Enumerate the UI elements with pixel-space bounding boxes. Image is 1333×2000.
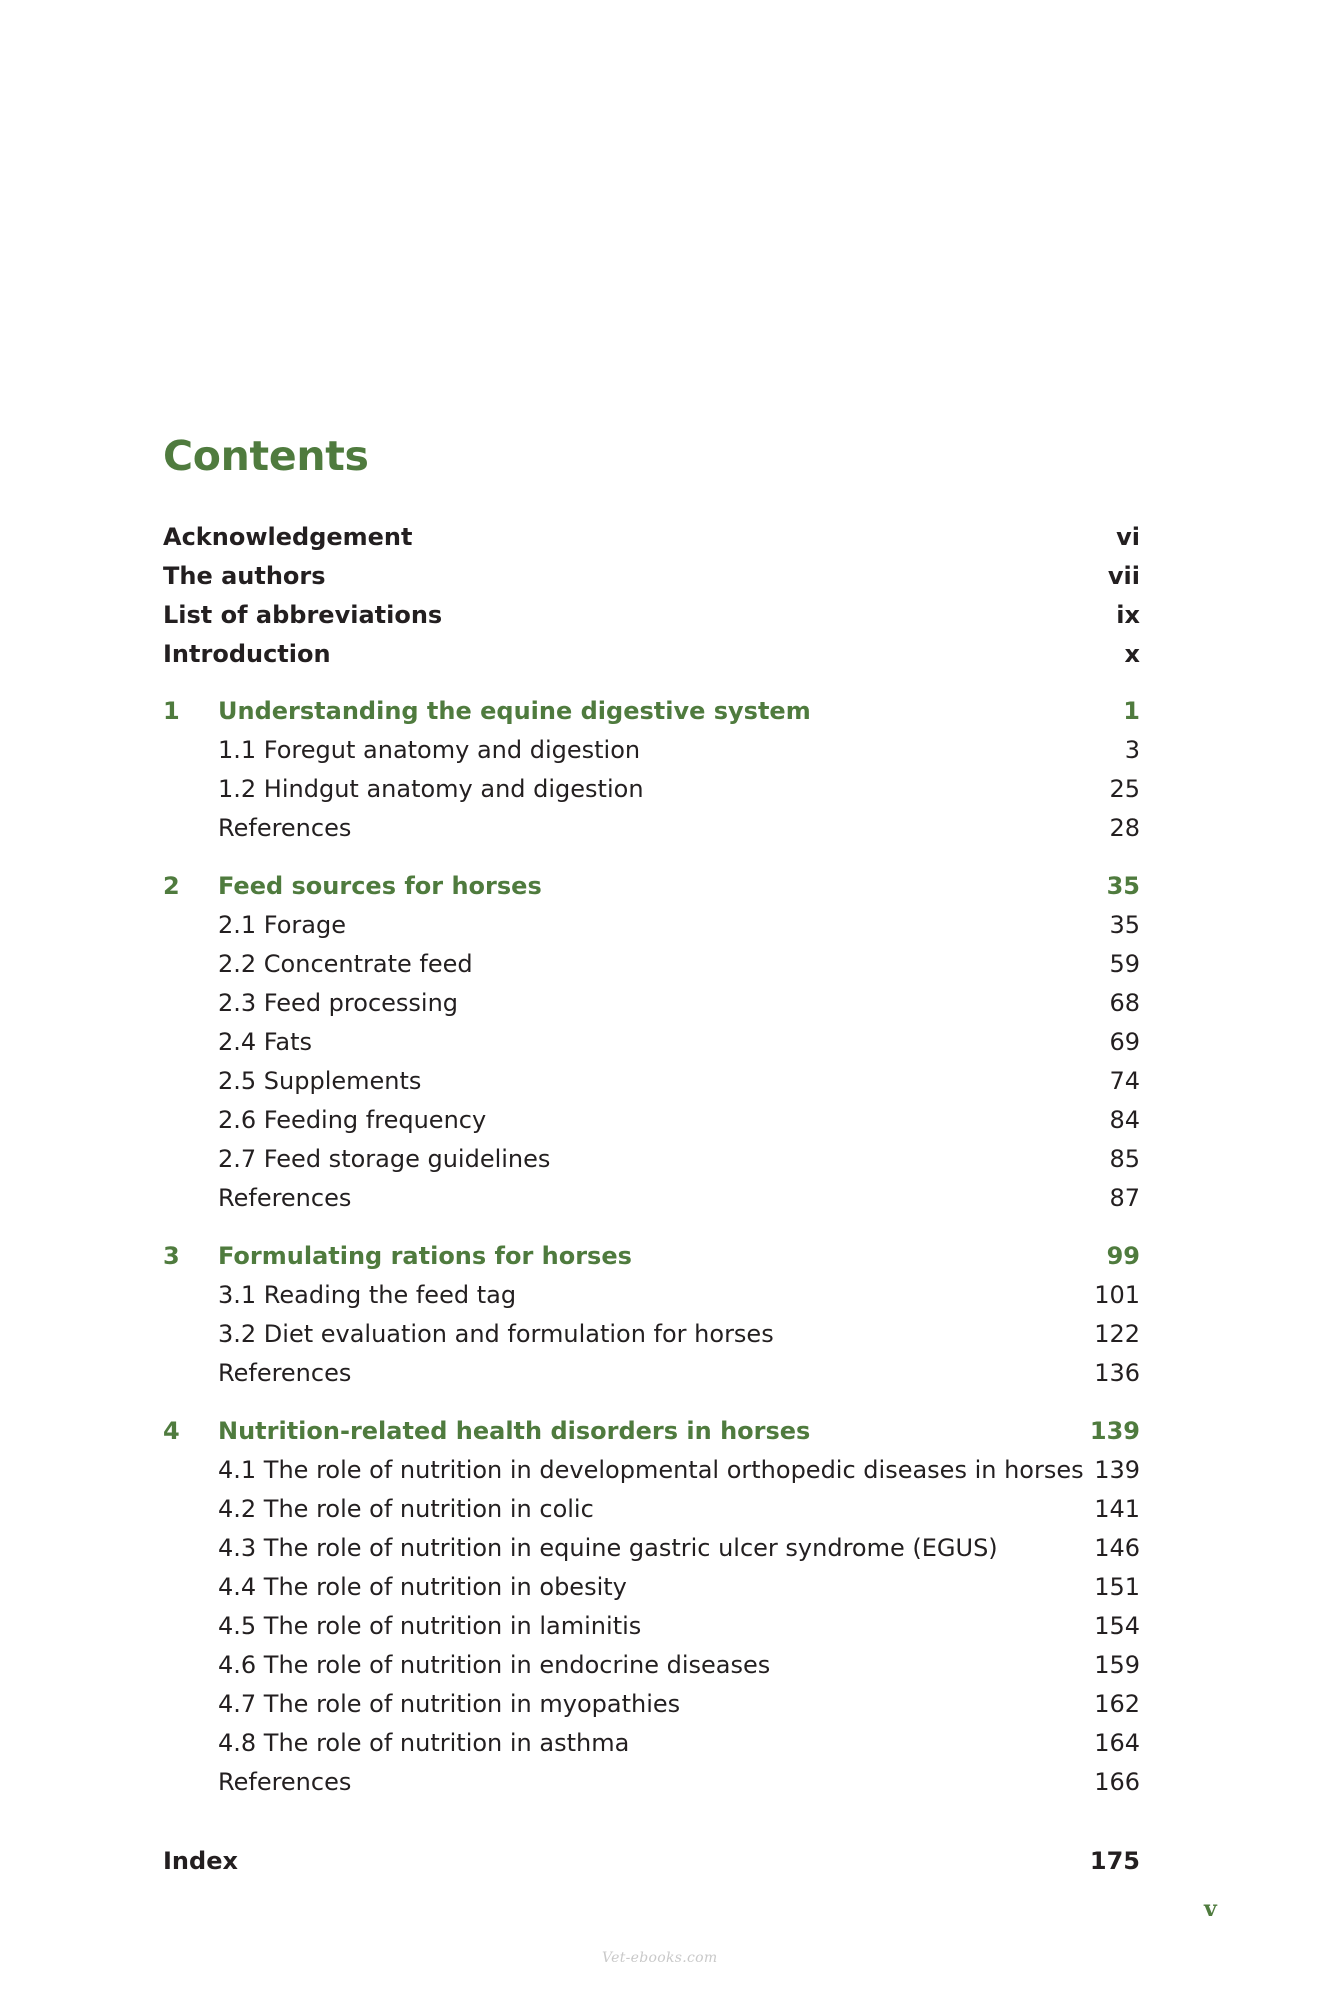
toc-section-page: 166 [1094, 1768, 1140, 1796]
toc-section-page: 136 [1094, 1359, 1140, 1387]
toc-section[interactable] [163, 1608, 1140, 1644]
toc-section-label: 4.7 The role of nutrition in myopathies [218, 1690, 681, 1718]
toc-section-page: 28 [1109, 814, 1140, 842]
toc-section-page: 69 [1109, 1028, 1140, 1056]
toc-entry-label: Index [163, 1847, 238, 1875]
toc-section-page: 154 [1094, 1612, 1140, 1640]
chapter-title: Nutrition-related health disorders in horses [218, 1417, 811, 1445]
toc-chapter-4[interactable] [163, 1413, 1140, 1449]
toc-section-references[interactable] [163, 1355, 1140, 1391]
toc-section[interactable] [163, 1141, 1140, 1177]
toc-entry-introduction[interactable] [163, 636, 1140, 672]
toc-section[interactable] [163, 1530, 1140, 1566]
toc-entry-label: Introduction [163, 640, 331, 668]
toc-section-page: 85 [1109, 1145, 1140, 1173]
toc-section-label: 4.3 The role of nutrition in equine gastric ulcer syndrome (EGUS) [218, 1534, 998, 1562]
toc-entry-page: x [1124, 640, 1140, 668]
toc-section[interactable] [163, 907, 1140, 943]
chapter-page: 139 [1089, 1417, 1140, 1445]
toc-section-label: References [218, 1359, 352, 1387]
toc-section-page: 25 [1109, 775, 1140, 803]
toc-section[interactable] [163, 771, 1140, 807]
toc-section-label: 3.1 Reading the feed tag [218, 1281, 517, 1309]
toc-section-page: 122 [1094, 1320, 1140, 1348]
chapter-number: 1 [163, 697, 180, 725]
chapter-page: 99 [1106, 1242, 1140, 1270]
toc-section[interactable] [163, 1647, 1140, 1683]
toc-section[interactable] [163, 1024, 1140, 1060]
toc-chapter-3[interactable] [163, 1238, 1140, 1274]
toc-section-label: 3.2 Diet evaluation and formulation for horses [218, 1320, 774, 1348]
toc-section-label: 1.1 Foregut anatomy and digestion [218, 736, 641, 764]
toc-section-page: 139 [1094, 1456, 1140, 1484]
toc-entry-list-of-abbreviations[interactable] [163, 597, 1140, 633]
toc-section[interactable] [163, 946, 1140, 982]
toc-section[interactable] [163, 1569, 1140, 1605]
toc-entry-page: vi [1116, 523, 1140, 551]
toc-section-label: 2.4 Fats [218, 1028, 313, 1056]
toc-section-label: 4.5 The role of nutrition in laminitis [218, 1612, 642, 1640]
chapter-title: Feed sources for horses [218, 872, 542, 900]
toc-section[interactable] [163, 1316, 1140, 1352]
toc-section-page: 101 [1094, 1281, 1140, 1309]
toc-section-label: 2.5 Supplements [218, 1067, 422, 1095]
chapter-page: 1 [1123, 697, 1140, 725]
toc-section-page: 68 [1109, 989, 1140, 1017]
toc-section-label: References [218, 814, 352, 842]
toc-section-label: 2.6 Feeding frequency [218, 1106, 487, 1134]
toc-entry-label: List of abbreviations [163, 601, 443, 629]
toc-section-label: References [218, 1184, 352, 1212]
toc-section-label: 2.3 Feed processing [218, 989, 459, 1017]
toc-section[interactable] [163, 1725, 1140, 1761]
toc-entry-the-authors[interactable] [163, 558, 1140, 594]
chapter-number: 3 [163, 1242, 180, 1270]
toc-section-label: 1.2 Hindgut anatomy and digestion [218, 775, 644, 803]
toc-entry-page: ix [1116, 601, 1140, 629]
toc-entry-label: Acknowledgement [163, 523, 413, 551]
toc-entry-page: 175 [1089, 1847, 1140, 1875]
toc-section-label: 4.1 The role of nutrition in developmental orthopedic diseases in horses [218, 1456, 1084, 1484]
toc-section[interactable] [163, 1102, 1140, 1138]
toc-entry-acknowledgement[interactable] [163, 519, 1140, 555]
toc-entry-page: vii [1107, 562, 1140, 590]
toc-chapter-1[interactable] [163, 693, 1140, 729]
toc-entry-label: The authors [163, 562, 326, 590]
toc-section-label: 2.2 Concentrate feed [218, 950, 473, 978]
toc-section-page: 35 [1109, 911, 1140, 939]
chapter-title: Formulating rations for horses [218, 1242, 632, 1270]
toc-section-references[interactable] [163, 1764, 1140, 1800]
toc-section[interactable] [163, 1686, 1140, 1722]
toc-section-page: 87 [1109, 1184, 1140, 1212]
watermark-logo: Vet-ebooks.com [602, 1950, 718, 1966]
page-number: v [1204, 1896, 1217, 1922]
toc-section-page: 59 [1109, 950, 1140, 978]
toc-section-label: 4.6 The role of nutrition in endocrine diseases [218, 1651, 771, 1679]
toc-section-page: 151 [1094, 1573, 1140, 1601]
toc-section-label: 2.1 Forage [218, 911, 347, 939]
toc-section-page: 164 [1094, 1729, 1140, 1757]
toc-section[interactable] [163, 1063, 1140, 1099]
toc-section-label: 4.8 The role of nutrition in asthma [218, 1729, 630, 1757]
page-title: Contents [163, 432, 369, 480]
toc-section-page: 146 [1094, 1534, 1140, 1562]
chapter-number: 2 [163, 872, 180, 900]
chapter-title: Understanding the equine digestive system [218, 697, 811, 725]
toc-section[interactable] [163, 732, 1140, 768]
toc-section-page: 162 [1094, 1690, 1140, 1718]
toc-section-label: 2.7 Feed storage guidelines [218, 1145, 551, 1173]
chapter-number: 4 [163, 1417, 180, 1445]
toc-section[interactable] [163, 1277, 1140, 1313]
toc-section-page: 141 [1094, 1495, 1140, 1523]
toc-section-page: 84 [1109, 1106, 1140, 1134]
toc-section[interactable] [163, 1491, 1140, 1527]
toc-section-label: 4.4 The role of nutrition in obesity [218, 1573, 627, 1601]
toc-chapter-2[interactable] [163, 868, 1140, 904]
toc-section-label: References [218, 1768, 352, 1796]
toc-section-references[interactable] [163, 810, 1140, 846]
toc-section-page: 74 [1109, 1067, 1140, 1095]
chapter-page: 35 [1106, 872, 1140, 900]
toc-section-page: 3 [1124, 736, 1140, 764]
toc-section-page: 159 [1094, 1651, 1140, 1679]
toc-entry-index[interactable] [163, 1843, 1140, 1879]
toc-section[interactable] [163, 1452, 1140, 1488]
toc-section-references[interactable] [163, 1180, 1140, 1216]
toc-section-label: 4.2 The role of nutrition in colic [218, 1495, 594, 1523]
toc-section[interactable] [163, 985, 1140, 1021]
